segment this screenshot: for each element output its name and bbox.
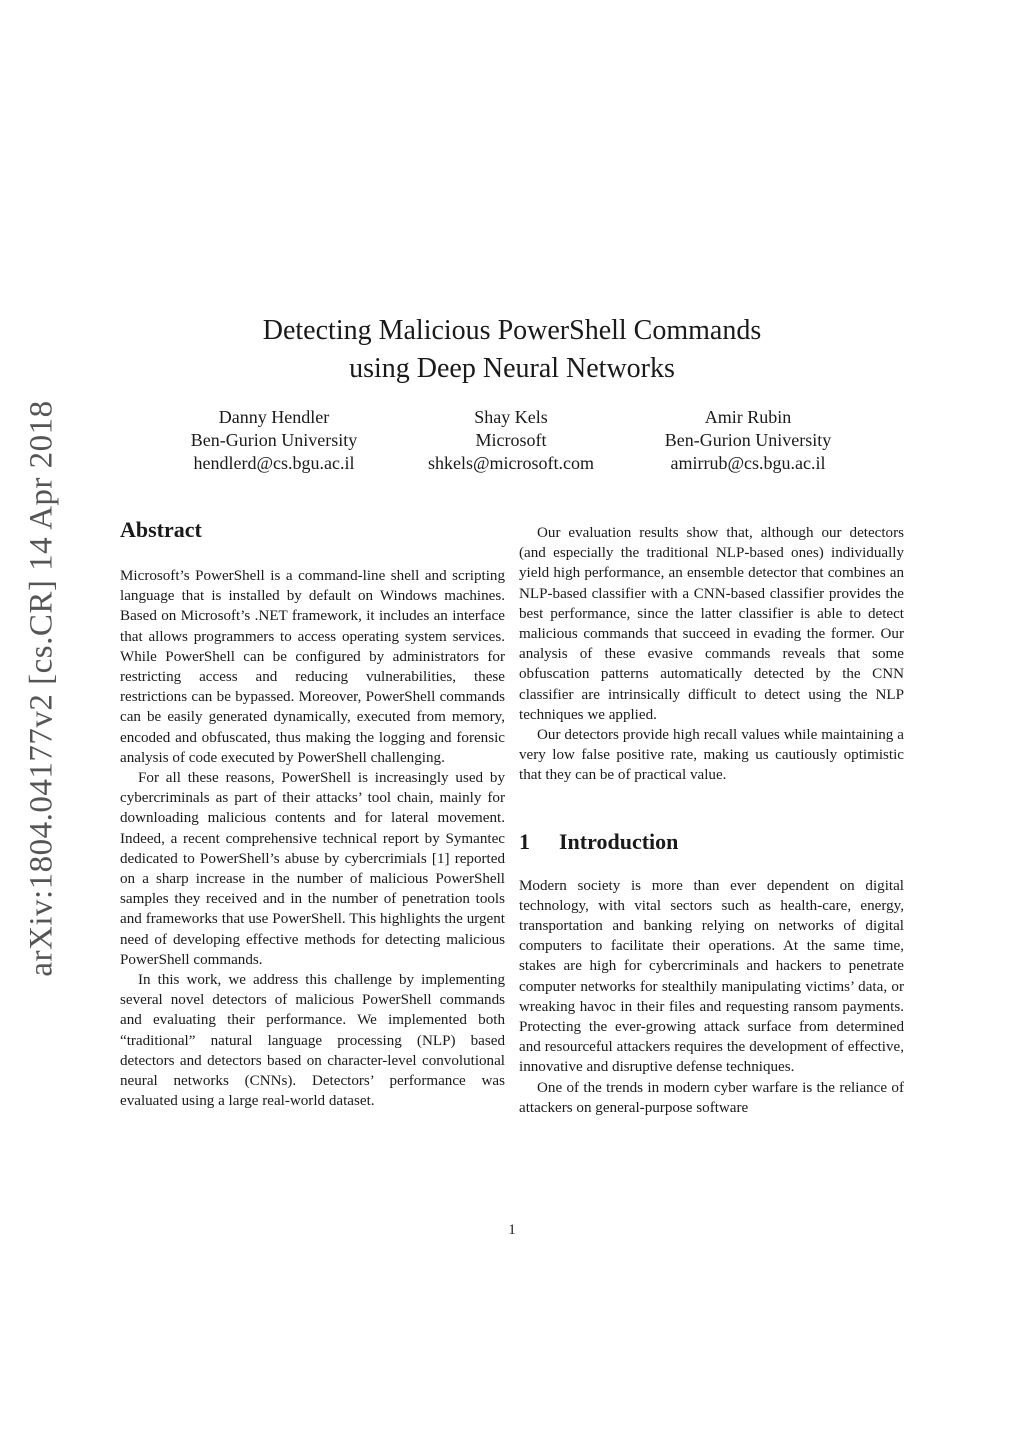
paper-title bbox=[0, 312, 1024, 388]
author-kels bbox=[381, 406, 641, 475]
author-rubin bbox=[618, 406, 878, 475]
abstract-paragraph: Microsoft’s PowerShell is a command-line shell and scripting language that is installed by default on Windows machines. Based on Microsoft’s .NET framework, it includes an interface that allows programmers to access operating system services. While PowerShell can be configured by administrators for restricting access and reducing vulnerabilities, these restrictions can be bypassed. Moreover, PowerShell commands can be easily generated dynamically, executed from memory, encoded and obfuscated, thus making the logging and forensic analysis of code executed by PowerShell challenging. bbox=[120, 568, 505, 766]
introduction-heading bbox=[519, 828, 904, 856]
introduction-paragraph: Modern society is more than ever dependent on digital technology, with vital sectors such as health-care, energy, transportation and banking relying on networks of digital computers to facilitate their operations. At the same time, stakes are high for cybercriminals and hackers to penetrate computer networks for stealthily manipulating victims’ data, or wreaking havoc in their files and requesting ransom payments. Protecting the ever-growing attack surface from determined and resourceful attackers requires the development of effective, innovative and disruptive defense techniques. bbox=[519, 877, 904, 1076]
arxiv-identifier-text: arXiv:1804.04177v2 [cs.CR] 14 Apr 2018 bbox=[23, 399, 60, 977]
author-email: amirrub@cs.bgu.ac.il bbox=[670, 453, 826, 473]
section-title: Introduction bbox=[559, 828, 679, 854]
introduction-paragraph: One of the trends in modern cyber warfare is the reliance of attackers on general-purpose software bbox=[519, 1079, 904, 1116]
abstract-paragraph: Our detectors provide high recall values while maintaining a very low false positive rate, making us cautiously optimistic that they can be of practical value. bbox=[519, 727, 904, 784]
page-number: 1 bbox=[508, 1222, 516, 1238]
author-block bbox=[0, 406, 1024, 486]
left-column bbox=[120, 512, 505, 1111]
abstract-heading: Abstract bbox=[120, 517, 202, 542]
abstract-paragraph: In this work, we address this challenge by implementing several novel detectors of malicious PowerShell commands and evaluating their performance. We implemented both “traditional” natural language processing (NLP) based detectors and detectors based on character-level convolutional neural networks (CNNs). Detectors’ performance was evaluated using a large real-world dataset. bbox=[120, 972, 505, 1110]
author-affiliation: Microsoft bbox=[475, 430, 547, 450]
abstract-paragraph: For all these reasons, PowerShell is increasingly used by cybercriminals as part of their attacks’ tool chain, mainly for downloading malicious contents and for lateral movement. Indeed, a recent comprehensive technical report by Symantec dedicated to PowerShell’s abuse by cybercrimials [1] reported on a sharp increase in the number of malicious PowerShell samples they received and in the number of penetration tools and frameworks that use PowerShell. This highlights the urgent need of developing effective methods for detecting malicious PowerShell commands. bbox=[120, 770, 505, 968]
author-name: Shay Kels bbox=[474, 407, 548, 427]
right-column bbox=[519, 523, 904, 1118]
section-number: 1 bbox=[519, 828, 530, 854]
author-affiliation: Ben-Gurion University bbox=[664, 430, 832, 450]
author-email: shkels@microsoft.com bbox=[427, 453, 595, 473]
abstract-paragraph: Our evaluation results show that, although our detectors (and especially the traditional NLP-based ones) individually yield high performance, an ensemble detector that combines an NLP-based classifier with a CNN-based classifier provides the best performance, since the latter classifier is able to detect malicious commands that succeed in evading the former. Our analysis of these evasive commands reveals that some obfuscation patterns automatically detected by the CNN classifier are intrinsically difficult to detect using the NLP techniques we applied. bbox=[519, 525, 904, 723]
author-name: Danny Hendler bbox=[218, 407, 330, 427]
author-affiliation: Ben-Gurion University bbox=[190, 430, 358, 450]
paper-title-line-2: using Deep Neural Networks bbox=[349, 353, 675, 384]
author-hendler bbox=[144, 406, 404, 475]
author-email: hendlerd@cs.bgu.ac.il bbox=[193, 453, 355, 473]
author-name: Amir Rubin bbox=[704, 407, 792, 427]
paper-title-line-1: Detecting Malicious PowerShell Commands bbox=[262, 315, 762, 346]
